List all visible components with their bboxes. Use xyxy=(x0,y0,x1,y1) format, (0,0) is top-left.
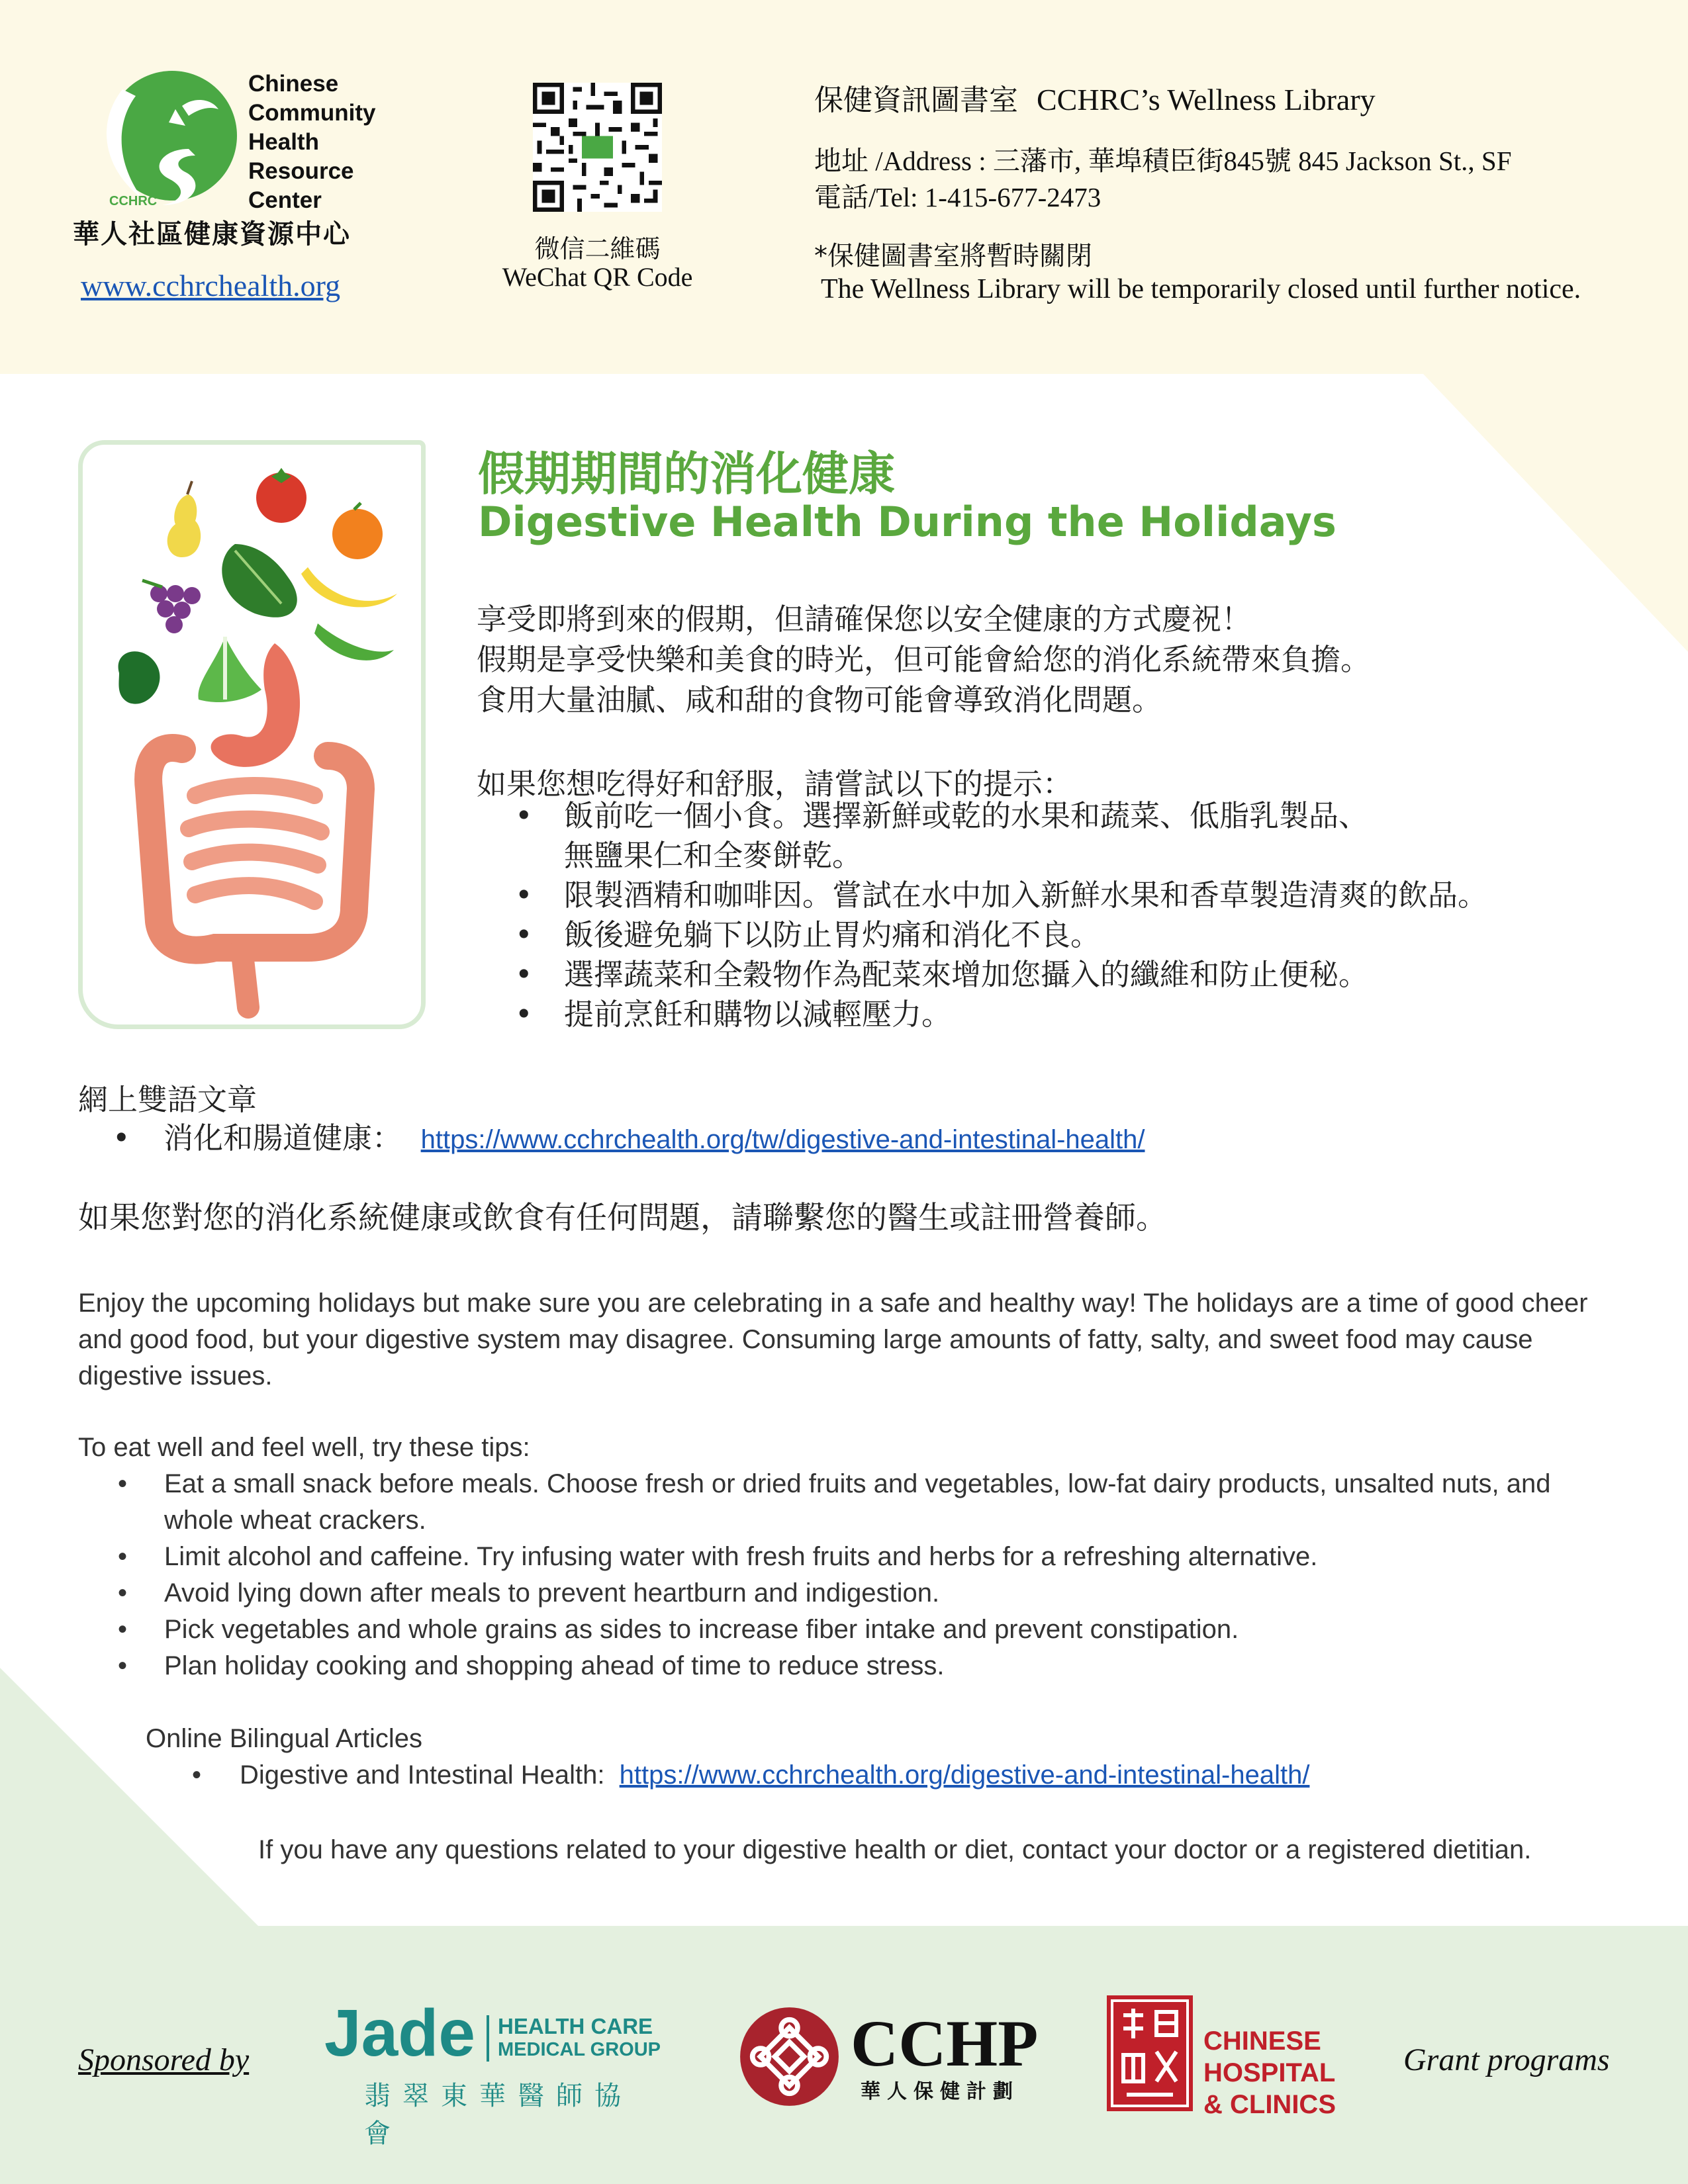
bullet: • xyxy=(113,1120,130,1156)
cchp-logo-word: CCHP xyxy=(851,2007,1039,2080)
article-link-en[interactable]: https://www.cchrchealth.org/digestive-and-intestinal-health/ xyxy=(619,1760,1310,1790)
qr-label-en: WeChat QR Code xyxy=(502,262,693,292)
jade-logo-cn: 翡翠東華醫師協會 xyxy=(364,2081,633,2149)
library-title xyxy=(814,76,1376,118)
list-item: • 選擇蔬菜和全穀物作為配菜來增加您攝入的纖維和防止便秘。 xyxy=(510,955,1487,995)
chinese-hospital-name: CHINESE HOSPITAL & CLINICS xyxy=(1203,2026,1336,2119)
cchp-logo-cn: 華人保健計劃 xyxy=(861,2080,1019,2103)
list-item: • 提前烹飪和購物以減輕壓力。 xyxy=(510,995,1487,1034)
jade-logo-sub2: MEDICAL GROUP xyxy=(498,2039,661,2060)
cchrc-logo-icon xyxy=(89,69,242,208)
list-item: • Limit alcohol and caffeine. Try infusing water with fresh fruits and herbs for a refreshing alternative. xyxy=(113,1539,1609,1575)
library-notice-cn: *保健圖書室將暫時關閉 xyxy=(814,241,1092,271)
footer-wedge-decoration xyxy=(0,1668,265,1933)
article-title-en: Digestive Health During the Holidays xyxy=(478,498,1336,546)
list-item: • 飯後避免躺下以防止胃灼痛和消化不良。 xyxy=(510,915,1487,955)
library-address: 地址 /Address : 三藩市, 華埠積臣街845號 845 Jackson St., SF xyxy=(814,146,1512,176)
article-label-en: Digestive and Intestinal Health: xyxy=(240,1760,605,1790)
contact-note-en: If you have any questions related to your digestive health or diet, contact your doctor or a registered dietitian. xyxy=(258,1835,1532,1864)
tips-list-en xyxy=(113,1466,1609,1684)
intro-paragraph-cn: 享受即將到來的假期，但請確保您以安全健康的方式慶祝！ 假期是享受快樂和美食的時光，但可能會給您的消化系統帶來負擔。 食用大量油膩、咸和甜的食物可能會導致消化問題。 xyxy=(477,602,1371,717)
list-item: • 飯前吃一個小食。選擇新鮮或乾的水果和蔬菜、低脂乳製品、 xyxy=(510,796,1487,836)
list-item: 無鹽果仁和全麥餅乾。 xyxy=(564,838,863,873)
tips-intro-cn: 如果您想吃得好和舒服，請嘗試以下的提示： xyxy=(477,766,1073,801)
library-phone: 電話/Tel: 1-415-677-2473 xyxy=(814,182,1102,212)
articles-heading-cn: 網上雙語文章 xyxy=(78,1082,258,1117)
library-title-cn: 保健資訊圖書室 xyxy=(814,83,1018,117)
divider xyxy=(487,2015,489,2062)
org-name: Chinese Community Health Resource Center xyxy=(248,71,376,213)
qr-label-cn: 微信二維碼 xyxy=(534,234,661,263)
sponsored-by-label: Sponsored by xyxy=(78,2042,250,2077)
library-notice-en: The Wellness Library will be temporarily closed until further notice. xyxy=(821,274,1581,304)
articles-heading-en: Online Bilingual Articles xyxy=(146,1724,422,1753)
list-item: • Eat a small snack before meals. Choose fresh or dried fruits and vegetables, low-fat dairy products, unsalted nuts, and whole wheat crackers. xyxy=(113,1466,1609,1539)
article-link-item-en xyxy=(192,1760,1309,1790)
jade-logo-sub1: HEALTH CARE xyxy=(498,2014,653,2038)
digestive-illustration-frame xyxy=(78,440,426,1029)
bullet: • xyxy=(192,1760,202,1790)
article-link-item-cn xyxy=(113,1114,1145,1157)
website-link[interactable]: www.cchrchealth.org xyxy=(81,269,341,302)
list-item: • Plan holiday cooking and shopping ahead of time to reduce stress. xyxy=(113,1648,1609,1684)
list-item: • Avoid lying down after meals to prevent heartburn and indigestion. xyxy=(113,1575,1609,1612)
logo-abbr: CCHRC xyxy=(109,194,158,208)
jade-health-care-logo xyxy=(324,1995,669,2149)
chinese-hospital-seal-icon xyxy=(1107,1995,1193,2111)
cchp-logo-icon xyxy=(738,2005,841,2108)
intro-paragraph-en: Enjoy the upcoming holidays but make sure you are celebrating in a safe and healthy way! The holidays are a time of good cheer and good food, but your digestive system may disagree. Consuming large amounts of fatty, salty, and sweet food may cause digestive issues. xyxy=(78,1289,1588,1390)
org-name-cn: 華人社區健康資源中心 xyxy=(73,218,351,250)
article-link-cn[interactable]: https://www.cchrchealth.org/tw/digestive-and-intestinal-health/ xyxy=(420,1125,1145,1154)
tips-intro-en: To eat well and feel well, try these tips: xyxy=(78,1433,530,1462)
digestive-system-illustration xyxy=(83,445,421,1024)
header-corner-decoration xyxy=(1423,374,1688,652)
article-label-cn: 消化和腸道健康： xyxy=(164,1120,402,1156)
contact-note-cn: 如果您對您的消化系統健康或飲食有任何問題，請聯繫您的醫生或註冊營養師。 xyxy=(78,1200,1167,1236)
article-title-cn: 假期期間的消化健康 xyxy=(478,447,895,501)
jade-logo-word: Jade xyxy=(324,1996,475,2070)
list-item: • 限製酒精和咖啡因。嘗試在水中加入新鮮水果和香草製造清爽的飲品。 xyxy=(510,876,1487,915)
tips-list-cn xyxy=(510,796,1487,1034)
wechat-qr-code-icon[interactable] xyxy=(533,83,662,212)
library-title-en: CCHRC’s Wellness Library xyxy=(1036,83,1376,116)
list-item: • Pick vegetables and whole grains as sides to increase fiber intake and prevent constipation. xyxy=(113,1612,1609,1648)
grant-programs-label: Grant programs xyxy=(1403,2042,1610,2077)
